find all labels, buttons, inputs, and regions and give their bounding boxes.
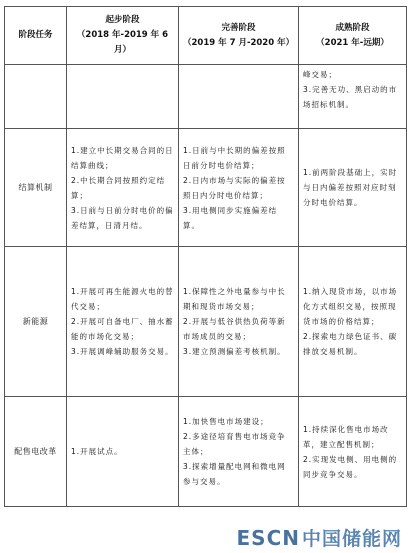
cell-mature-item: 1.前两阶段基础上，实时与日内偏差按照对应时刻分时电价结算。 [303, 168, 398, 207]
cell-improving [179, 129, 299, 247]
cell-mature [299, 65, 407, 129]
row-task-label: 结算机制 [5, 129, 67, 247]
cell-initial [67, 247, 179, 397]
cell-mature [299, 397, 407, 507]
header-initial-stage [67, 7, 179, 65]
cell-initial-item: 3.开展调峰辅助服务交易。 [71, 347, 174, 356]
cell-initial-item: 2.中长期合同按照约定结算； [71, 175, 166, 200]
cell-improving-item: 2.日内市场与实际的偏差按照日内分时电价结算； [183, 175, 286, 200]
header-task: 阶段任务 [5, 7, 67, 65]
cell-mature-item: 2.实现发电侧、用电侧的同步竞争交易。 [303, 454, 398, 479]
cell-improving-item: 3.用电侧同步实施偏差结算。 [183, 205, 278, 230]
cell-mature-item: 3.完善无功、黑启动的市场招标机制。 [303, 85, 398, 109]
cell-improving-item: 2.多途径培育售电市场竞争主体； [183, 432, 286, 456]
cell-improving [179, 247, 299, 397]
watermark-text: 中国储能网 [301, 528, 402, 550]
cell-mature-item: 1.纳入现货市场，以市场化方式组织交易，按照现货市场的价格结算； [303, 287, 398, 326]
header-mature-period: （2021 年-远期） [316, 37, 389, 48]
cell-improving-item: 2.开展与低谷供热负荷等新市场成员的交易； [183, 317, 286, 341]
cell-improving-item: 1.加快售电市场建设； [183, 417, 269, 426]
table-body [5, 65, 407, 507]
cell-improving-item: 1.日前与中长期的偏差按照日前分时电价结算； [183, 145, 286, 170]
table-row [5, 129, 407, 247]
cell-mature-item: 峰交易； [303, 70, 337, 79]
watermark-brand: ESCN [236, 526, 300, 550]
header-improving-period: （2019 年 7 月-2020 年） [183, 37, 295, 48]
cell-initial-item: 3.日前与日前分时电价的偏差结算，日清月结。 [71, 205, 174, 230]
table-row [5, 247, 407, 397]
cell-mature [299, 247, 407, 397]
watermark-logo [237, 524, 403, 551]
cell-initial [67, 129, 179, 247]
market-stages-table [4, 6, 407, 507]
cell-improving [179, 65, 299, 129]
row-task-label: 新能源 [5, 247, 67, 397]
cell-improving-item: 1.保障性之外电量参与中长期和现货市场交易； [183, 287, 286, 311]
header-improving-title: 完善阶段 [221, 22, 256, 33]
cell-mature-item: 1.持续深化售电市场改革，建立配售机制； [303, 424, 389, 449]
row-task-label: 配售电改革 [5, 397, 67, 507]
cell-initial [67, 397, 179, 507]
cell-improving-item: 3.建立预测偏差考核机制。 [183, 347, 286, 356]
header-mature-title: 成熟阶段 [335, 22, 370, 33]
header-initial-period: （2018 年-2019 年 6 月） [76, 30, 169, 55]
cell-mature [299, 129, 407, 247]
cell-initial-item: 2.开展可自备电厂、抽水蓄能的市场化交易； [71, 317, 174, 341]
header-improving-stage [179, 7, 299, 65]
cell-mature-item: 2.探索电力绿色证书、碳排放交易机制。 [303, 332, 398, 356]
cell-improving [179, 397, 299, 507]
header-mature-stage [299, 7, 407, 65]
cell-initial-item: 1.开展可再生能源火电的替代交易； [71, 287, 174, 311]
row-task-label [5, 65, 67, 129]
cell-initial [67, 65, 179, 129]
header-initial-title: 起步阶段 [105, 15, 140, 25]
cell-improving-item: 3.探索增量配电网和微电网参与交易。 [183, 462, 286, 486]
table-row [5, 65, 407, 129]
cell-initial-item: 1.开展试点。 [71, 447, 123, 456]
table-row [5, 397, 407, 507]
header-row [5, 7, 407, 65]
cell-initial-item: 1.建立中长期交易合同的日结算曲线； [71, 145, 174, 170]
